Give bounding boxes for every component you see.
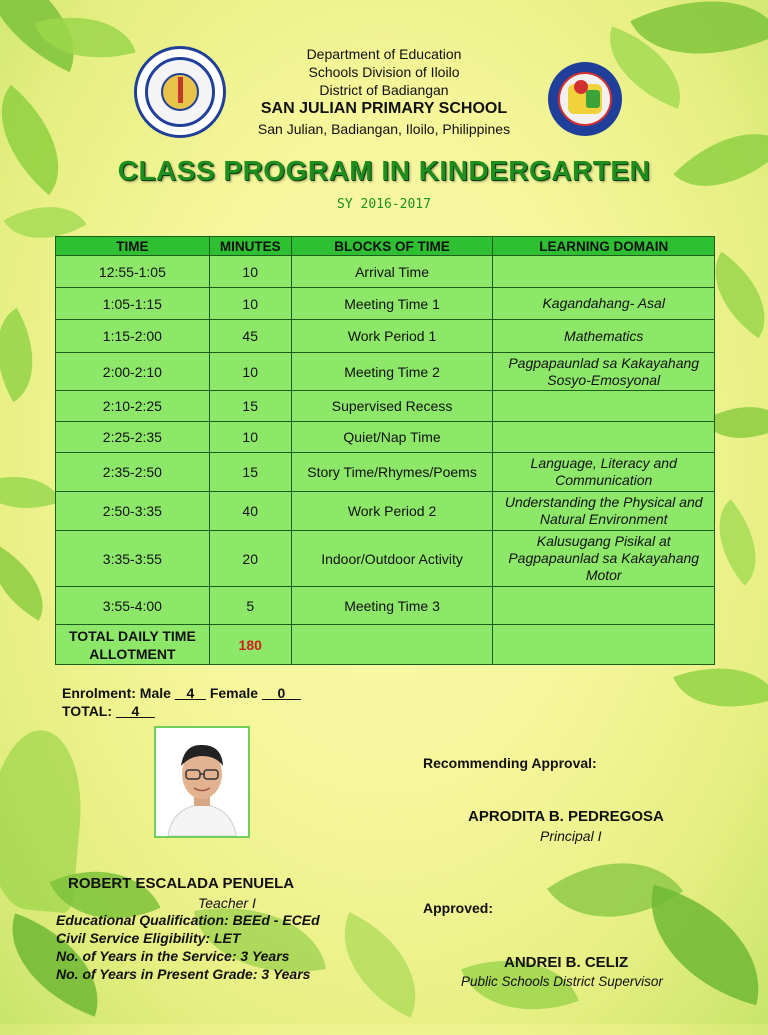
recommending-name: APRODITA B. PEDREGOSA — [468, 808, 664, 825]
enrolment-male-value: 4 — [186, 685, 195, 701]
table-row — [56, 288, 715, 320]
time-cell: 2:35-2:50 — [56, 453, 210, 492]
total-minutes: 180 — [209, 625, 291, 665]
school-address: San Julian, Badiangan, Iloilo, Philippines — [257, 121, 511, 137]
minutes-cell: 15 — [209, 391, 291, 422]
block-cell: Arrival Time — [291, 256, 493, 288]
table-row — [56, 587, 715, 625]
block-cell: Work Period 1 — [291, 320, 493, 353]
enrolment-female-label: Female — [209, 685, 259, 701]
approved-name: ANDREI B. CELIZ — [504, 954, 629, 971]
recommending-label: Recommending Approval: — [423, 755, 597, 771]
minutes-cell: 5 — [209, 587, 291, 625]
minutes-cell: 20 — [209, 531, 291, 587]
domain-cell: Mathematics — [493, 320, 715, 353]
block-cell: Meeting Time 1 — [291, 288, 493, 320]
table-header-row — [56, 237, 715, 256]
approved-label: Approved: — [423, 900, 493, 916]
block-cell: Meeting Time 2 — [291, 353, 493, 391]
school-name: SAN JULIAN PRIMARY SCHOOL — [260, 100, 508, 117]
time-cell: 1:15-2:00 — [56, 320, 210, 353]
district-line: District of Badiangan — [319, 82, 449, 98]
recommending-position: Principal I — [540, 828, 602, 844]
enrolment-total-line — [62, 703, 155, 719]
block-cell: Meeting Time 3 — [291, 587, 493, 625]
domain-cell: Pagpapaunlad sa Kakayahang Sosyo-Emosyonal — [493, 353, 715, 391]
domain-cell — [493, 256, 715, 288]
page-title: CLASS PROGRAM IN KINDERGARTEN — [117, 155, 651, 186]
teacher-position: Teacher I — [198, 895, 256, 911]
domain-cell: Understanding the Physical and Natural Environment — [493, 492, 715, 531]
block-cell: Supervised Recess — [291, 391, 493, 422]
enrolment-female-value: 0 — [277, 685, 286, 701]
time-cell: 1:05-1:15 — [56, 288, 210, 320]
minutes-cell: 10 — [209, 288, 291, 320]
enrolment-male-label: Enrolment: Male — [62, 685, 171, 701]
teacher-years-grade: No. of Years in Present Grade: 3 Years — [56, 966, 311, 982]
column-header-blocks: BLOCKS OF TIME — [291, 237, 493, 256]
minutes-cell: 10 — [209, 353, 291, 391]
block-cell: Story Time/Rhymes/Poems — [291, 453, 493, 492]
time-cell: 3:35-3:55 — [56, 531, 210, 587]
domain-cell: Kalusugang Pisikal at Pagpapaunlad sa Kakayahang Motor — [493, 531, 715, 587]
school-year: SY 2016-2017 — [337, 197, 431, 212]
column-header-time: TIME — [56, 237, 210, 256]
enrolment-total-value: 4 — [131, 703, 140, 719]
table-row — [56, 531, 715, 587]
table-row — [56, 256, 715, 288]
enrolment-total-label: TOTAL: — [62, 703, 113, 719]
domain-cell: Language, Literacy and Communication — [493, 453, 715, 492]
domain-cell — [493, 391, 715, 422]
time-cell: 12:55-1:05 — [56, 256, 210, 288]
time-cell: 2:10-2:25 — [56, 391, 210, 422]
teacher-name: ROBERT ESCALADA PENUELA — [68, 875, 295, 892]
minutes-cell: 10 — [209, 422, 291, 453]
table-row — [56, 353, 715, 391]
table-row — [56, 492, 715, 531]
minutes-cell: 40 — [209, 492, 291, 531]
division-line: Schools Division of Iloilo — [308, 64, 460, 80]
time-cell: 2:25-2:35 — [56, 422, 210, 453]
teacher-years-service: No. of Years in the Service: 3 Years — [56, 948, 290, 964]
teacher-eligibility: Civil Service Eligibility: LET — [56, 930, 241, 946]
column-header-domain: LEARNING DOMAIN — [493, 237, 715, 256]
minutes-cell: 45 — [209, 320, 291, 353]
block-cell: Indoor/Outdoor Activity — [291, 531, 493, 587]
teacher-photo — [154, 726, 250, 838]
domain-cell: Kagandahang- Asal — [493, 288, 715, 320]
block-cell: Quiet/Nap Time — [291, 422, 493, 453]
total-label: TOTAL DAILY TIME ALLOTMENT — [56, 625, 210, 665]
approved-position: Public Schools District Supervisor — [461, 974, 663, 989]
table-row — [56, 453, 715, 492]
time-cell: 2:50-3:35 — [56, 492, 210, 531]
total-row — [56, 625, 715, 665]
table-row — [56, 320, 715, 353]
enrolment-line — [62, 685, 301, 701]
empty-cell — [493, 625, 715, 665]
domain-cell — [493, 422, 715, 453]
minutes-cell: 15 — [209, 453, 291, 492]
table-row — [56, 422, 715, 453]
department-line: Department of Education — [306, 46, 462, 62]
block-cell: Work Period 2 — [291, 492, 493, 531]
table-row — [56, 391, 715, 422]
minutes-cell: 10 — [209, 256, 291, 288]
time-cell: 3:55-4:00 — [56, 587, 210, 625]
time-cell: 2:00-2:10 — [56, 353, 210, 391]
teacher-qualification: Educational Qualification: BEEd - ECEd — [56, 912, 320, 928]
class-program-table — [55, 236, 715, 665]
empty-cell — [291, 625, 493, 665]
domain-cell — [493, 587, 715, 625]
column-header-minutes: MINUTES — [209, 237, 291, 256]
